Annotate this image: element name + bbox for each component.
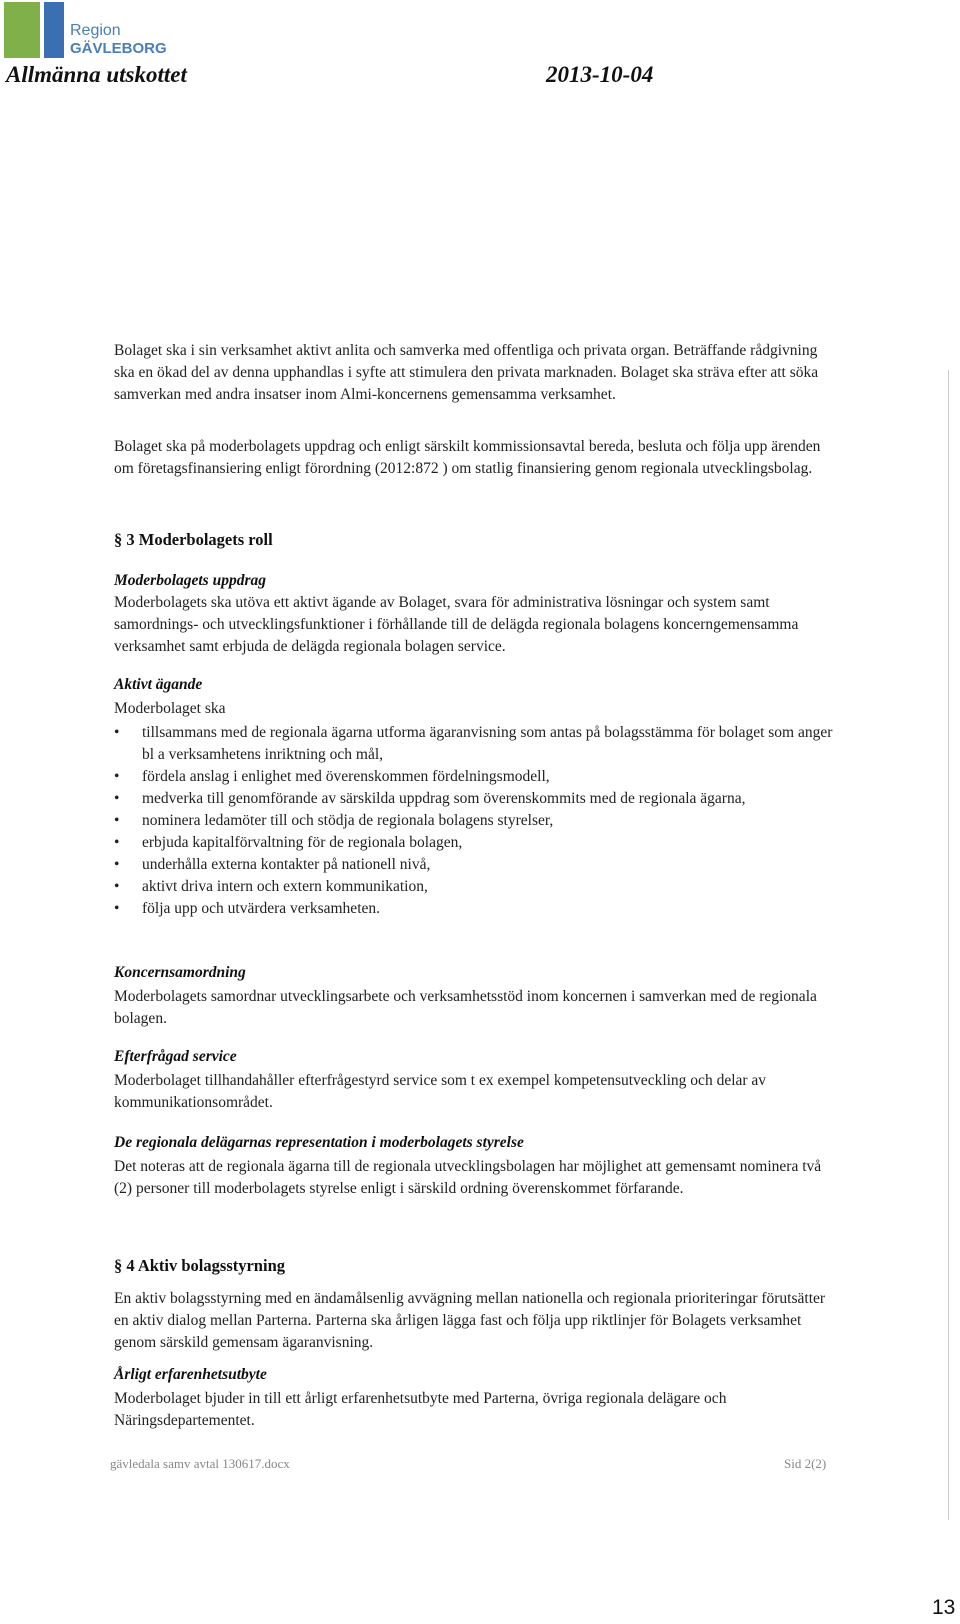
list-item: • tillsammans med de regionala ägarna utforma ägaranvisning som antas på bolagsstämma för bolaget som anger bl a verksamhetens inriktning och mål,	[114, 722, 834, 766]
committee-title: Allmänna utskottet	[6, 62, 187, 87]
service-text: Moderbolaget tillhandahåller efterfrågestyrd service som t ex exempel kompetensutveckling och delar av kommunikationsområdet.	[114, 1072, 767, 1111]
list-item: • erbjuda kapitalförvaltning för de regionala bolagen,	[114, 832, 834, 854]
intro-paragraph-2	[114, 436, 834, 480]
logo-blue-bar	[44, 2, 64, 58]
list-item: • fördela anslag i enlighet med överenskommen fördelningsmodell,	[114, 766, 834, 788]
section-4-text: En aktiv bolagsstyrning med en ändamålsenlig avvägning mellan nationella och regionala prioriteringar förutsätter en aktiv dialog mellan Parterna. Parterna ska årligen lägga fast och följa upp riktlinjer för Bolagets verksamhet genom särskild gemensam ägaranvisning.	[114, 1290, 826, 1351]
logo-text	[70, 22, 167, 58]
agande-list	[114, 722, 834, 920]
koncern-heading: Koncernsamordning	[114, 964, 246, 981]
representation-heading: De regionala delägarnas representation i moderbolagets styrelse	[114, 1134, 524, 1151]
koncern-text: Moderbolagets samordnar utvecklingsarbete och verksamhetsstöd inom koncernen i samverkan med de regionala bolagen.	[114, 988, 817, 1027]
page-number: 13	[932, 1596, 956, 1619]
list-item: • nominera ledamöter till och stödja de regionala bolagens styrelser,	[114, 810, 834, 832]
intro-p1-text: Bolaget ska i sin verksamhet aktivt anlita och samverka med offentliga och privata organ. Beträffande rådgivning ska en ökad del av denna upphandlas i syfte att stimulera den privata marknaden. Bolaget ska sträva efter att söka samverkan med andra insatser inom Almi-koncernens gemensamma verksamhet.	[114, 342, 819, 403]
region-logo	[4, 2, 64, 58]
intro-p2-text: Bolaget ska på moderbolagets uppdrag och enligt särskilt kommissionsavtal bereda, besluta och följa upp ärenden om företagsfinansiering enligt förordning (2012:872 ) om statlig finansiering genom regionala utvecklingsbolag.	[114, 438, 821, 477]
list-item: • underhålla externa kontakter på nationell nivå,	[114, 854, 834, 876]
uppdrag-text: Moderbolagets ska utöva ett aktivt ägande av Bolaget, svara för administrativa lösningar och system samt samordnings- och utvecklingsfunktioner i förhållande till de delägda regionala bolagens koncerngemensamma verksamhet samt erbjuda de delägda regionala bolagen service.	[114, 594, 799, 655]
list-item: • följa upp och utvärdera verksamheten.	[114, 898, 834, 920]
logo-line1: Region	[70, 22, 121, 39]
footer-page-ref: Sid 2(2)	[784, 1456, 827, 1471]
logo-green-bar	[4, 2, 40, 58]
uppdrag-heading: Moderbolagets uppdrag	[114, 572, 266, 589]
list-item: • aktivt driva intern och extern kommunikation,	[114, 876, 834, 898]
agande-heading: Aktivt ägande	[114, 676, 203, 693]
section-4-title: § 4 Aktiv bolagsstyrning	[114, 1256, 285, 1275]
logo-line2: GÄVLEBORG	[70, 40, 167, 57]
section-3-title: § 3 Moderbolagets roll	[114, 530, 273, 549]
intro-paragraph-1	[114, 340, 834, 406]
scan-edge-line	[948, 370, 949, 1520]
footer-filename: gävledala samv avtal 130617.docx	[110, 1456, 290, 1471]
document-date: 2013-10-04	[546, 62, 654, 87]
erfarenhet-heading: Årligt erfarenhetsutbyte	[114, 1366, 267, 1383]
agande-intro: Moderbolaget ska	[114, 700, 226, 717]
service-heading: Efterfrågad service	[114, 1048, 237, 1065]
list-item: • medverka till genomförande av särskilda uppdrag som överenskommits med de regionala ägarna,	[114, 788, 834, 810]
representation-text: Det noteras att de regionala ägarna till de regionala utvecklingsbolagen har möjlighet att gemensamt nominera två (2) personer till moderbolagets styrelse enligt i särskild ordning överenskommet förfarande.	[114, 1158, 822, 1197]
erfarenhet-text: Moderbolaget bjuder in till ett årligt erfarenhetsutbyte med Parterna, övriga regionala delägare och Näringsdepartementet.	[114, 1390, 727, 1429]
